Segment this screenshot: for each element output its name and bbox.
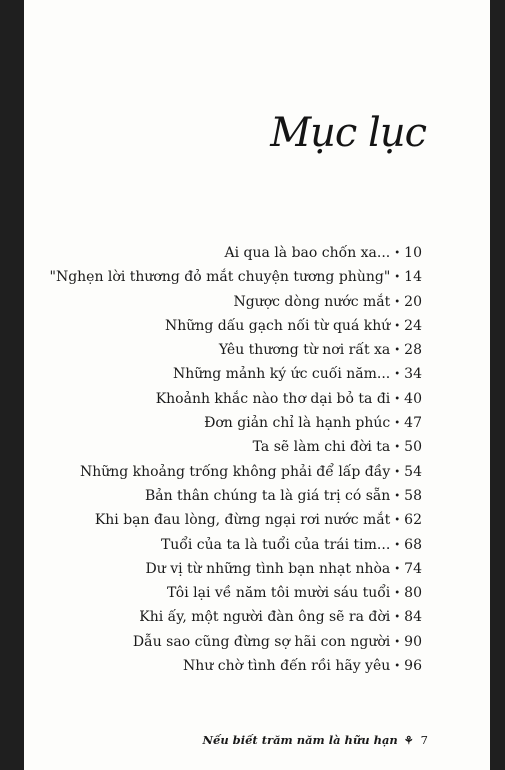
bullet-separator-icon: • [394,345,401,357]
toc-entry [50,265,423,289]
toc-entry-page: 34 [404,366,422,383]
toc-entry-title: Khi ấy, một người đàn ông sẽ ra đời [139,609,391,626]
toc-entry-page: 90 [404,633,422,650]
toc-entry [50,362,423,386]
toc-entry-page: 50 [404,439,422,456]
toc-entry [50,484,423,508]
toc-entry-page: 68 [404,536,422,553]
toc-entry [50,581,423,605]
toc-entry-title: Ta sẽ làm chi đời ta [252,439,391,456]
bullet-separator-icon: • [394,515,401,527]
toc-entry-title: Dẫu sao cũng đừng sợ hãi con người [132,633,391,650]
toc-entry-title: Yêu thương từ nơi rất xa [218,342,391,359]
toc-entry [50,411,423,435]
toc-entry [50,241,423,265]
toc-entry [50,557,423,581]
toc-entry-title: Những dấu gạch nối từ quá khứ [165,317,391,334]
toc-entry-page: 28 [404,342,422,359]
bullet-separator-icon: • [394,661,401,673]
toc-entry [50,290,423,314]
toc-entry-page: 20 [404,293,422,310]
toc-entry-page: 74 [404,560,422,577]
bullet-separator-icon: • [394,466,401,478]
toc-entry-page: 10 [404,245,422,261]
toc-entry-title: Ai qua là bao chốn xa... [224,245,391,261]
toc-entry-page: 47 [404,415,422,432]
bullet-separator-icon: • [394,563,401,575]
toc-entry [50,630,423,654]
toc-entry [50,533,423,557]
toc-entry-page: 40 [404,390,422,407]
toc-entry-title: Như chờ tình đến rồi hãy yêu [183,658,391,675]
toc-entry-title: Tuổi của ta là tuổi của trái tim... [160,536,391,553]
running-book-title: Nếu biết trăm năm là hữu hạn [202,733,398,747]
page-number: 7 [420,733,428,747]
page-title: Mục lục [270,109,426,156]
toc-entry [50,314,423,338]
toc-entry-title: "Nghẹn lời thương đỏ mắt chuyện tương phùng" [49,269,391,286]
table-of-contents [50,241,423,678]
toc-entry-title: Đơn giản chỉ là hạnh phúc [204,415,391,432]
bullet-separator-icon: • [394,539,401,551]
toc-entry-page: 14 [404,269,422,286]
toc-entry-page: 80 [404,585,422,602]
bullet-separator-icon: • [394,418,401,430]
toc-entry-page: 54 [404,463,422,480]
toc-entry [50,605,423,629]
bullet-separator-icon: • [394,248,401,259]
bullet-separator-icon: • [394,296,401,308]
toc-entry-title: Ngược dòng nước mắt [233,293,391,310]
toc-entry [50,435,423,459]
bullet-separator-icon: • [394,588,401,600]
book-page [24,0,490,770]
bullet-separator-icon: • [394,393,401,405]
bullet-separator-icon: • [394,490,401,502]
flower-ornament-icon: ⚘ [403,734,414,747]
toc-entry-title: Bản thân chúng ta là giá trị có sẵn [144,487,391,504]
page-footer [202,733,428,747]
toc-entry-page: 24 [404,317,422,334]
bullet-separator-icon: • [394,442,401,454]
toc-entry-title: Những mảnh ký ức cuối năm... [172,366,391,383]
toc-entry-title: Những khoảng trống không phải để lấp đầy [79,463,391,480]
toc-entry [50,387,423,411]
bullet-separator-icon: • [394,320,401,332]
toc-entry [50,338,423,362]
toc-entry-title: Khoảnh khắc nào thơ dại bỏ ta đi [155,390,391,407]
toc-entry-page: 84 [404,609,422,626]
toc-entry-title: Dư vị từ những tình bạn nhạt nhòa [145,560,391,577]
toc-entry [50,508,423,532]
toc-entry-title: Khi bạn đau lòng, đừng ngại rơi nước mắt [94,512,391,529]
toc-entry-page: 62 [404,512,422,529]
bullet-separator-icon: • [394,369,401,381]
toc-entry-page: 58 [404,487,422,504]
bullet-separator-icon: • [394,272,401,284]
bullet-separator-icon: • [394,636,401,648]
toc-entry-title: Tôi lại về năm tôi mười sáu tuổi [166,585,391,602]
toc-entry-page: 96 [404,658,422,675]
toc-entry [50,460,423,484]
bullet-separator-icon: • [394,612,401,624]
toc-entry [50,654,423,678]
